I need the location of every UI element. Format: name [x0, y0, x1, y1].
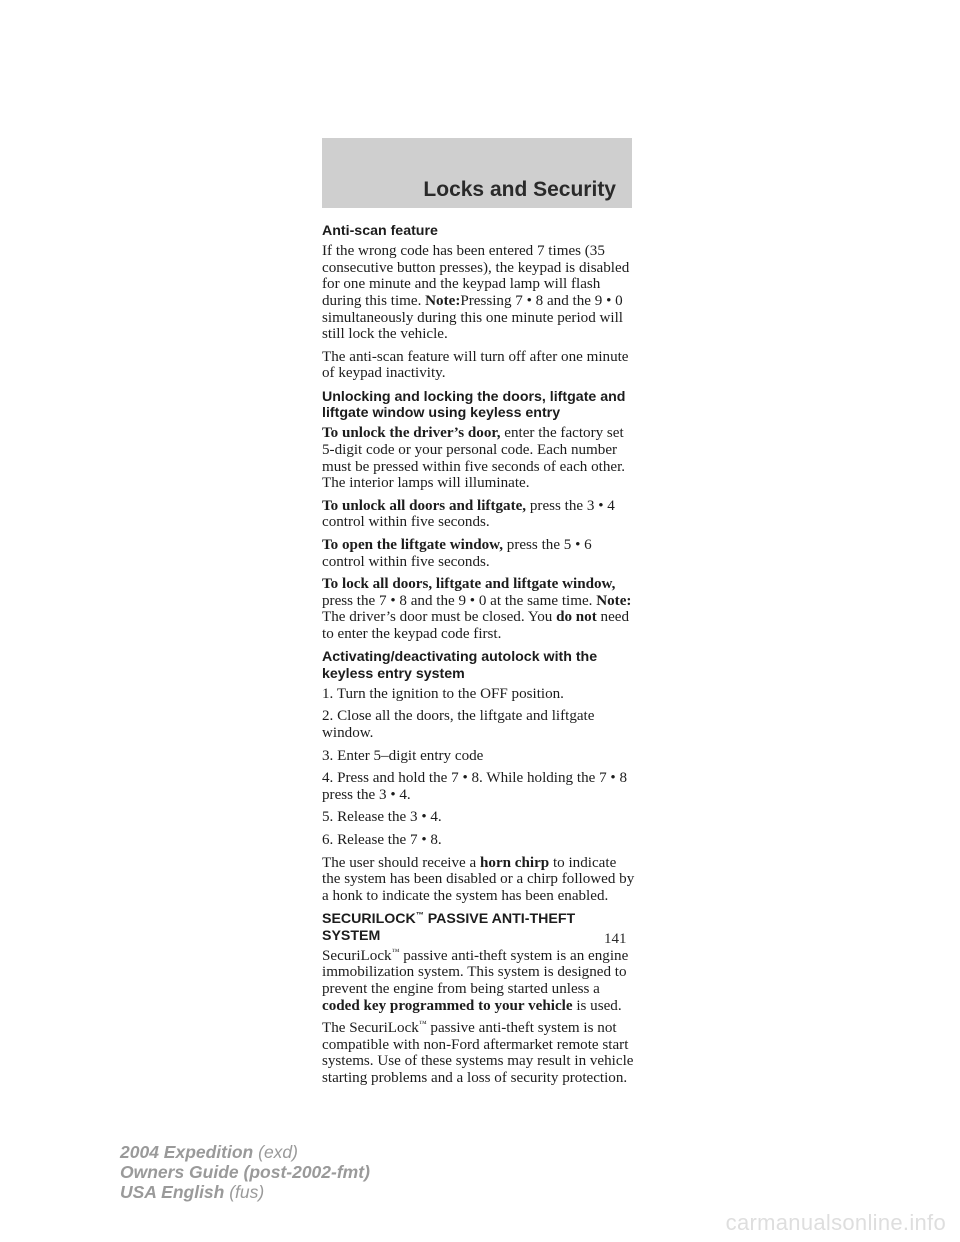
securilock-paragraph-1: SecuriLock™ passive anti-theft system is an engine immobilization system. This system is designed to prevent the engine from being started unless a coded key programmed to your vehicle is used.	[322, 946, 629, 1014]
securilock-heading: SECURILOCK™ PASSIVE ANTI-THEFT SYSTEM	[322, 910, 576, 944]
trademark-icon: ™	[391, 946, 400, 956]
autolock-step: 4. Press and hold the 7 • 8. While holding the 7 • 8 press the 3 • 4.	[322, 770, 628, 803]
autolock-step: 6. Release the 7 • 8.	[322, 832, 442, 849]
footer-line-3: USA English (fus)	[120, 1182, 265, 1202]
document-footer	[120, 1142, 370, 1202]
lock-all-paragraph: To lock all doors, liftgate and liftgate window, press the 7 • 8 and the 9 • 0 at the same time. Note: The driver’s door must be closed. You do not need to enter the keypad code first.	[322, 576, 632, 642]
securilock-paragraph-2: The SecuriLock™ passive anti-theft system is not compatible with non-Ford aftermarket remote start systems. Use of these systems may result in vehicle starting problems and a loss of security protection.	[322, 1019, 634, 1086]
anti-scan-paragraph-1: If the wrong code has been entered 7 times (35 consecutive button presses), the keypad is disabled for one minute and the keypad lamp will flash during this time. Note:Pressing 7 • 8 and the 9 • 0 simultaneously during this one minute period will still lock the vehicle.	[322, 243, 630, 343]
autolock-step: 2. Close all the doors, the liftgate and liftgate window.	[322, 708, 595, 742]
footer-line-1: 2004 Expedition (exd)	[120, 1142, 298, 1162]
unlock-all-paragraph: To unlock all doors and liftgate, press the 3 • 4 control within five seconds.	[322, 497, 615, 531]
section-title: Locks and Security	[423, 178, 616, 201]
autolock-step: 5. Release the 3 • 4.	[322, 809, 442, 826]
note-label: Note:	[425, 292, 461, 309]
page-content	[322, 221, 636, 1093]
anti-scan-paragraph-2: The anti-scan feature will turn off after one minute of keypad inactivity.	[322, 348, 629, 382]
autolock-step: 1. Turn the ignition to the OFF position.	[322, 685, 564, 702]
autolock-heading: Activating/deactivating autolock with the keyless entry system	[322, 649, 598, 682]
unlock-driver-paragraph: To unlock the driver’s door, enter the factory set 5-digit code or your personal code. Each number must be pressed within five seconds of each other. The interior lamps will illuminate.	[322, 425, 626, 492]
autolock-result-paragraph: The user should receive a horn chirp to indicate the system has been disabled or a chirp followed by a honk to indicate the system has been enabled.	[322, 854, 635, 904]
keyless-entry-heading: Unlocking and locking the doors, liftgate and liftgate window using keyless entry	[322, 388, 626, 422]
autolock-step: 3. Enter 5–digit entry code	[322, 747, 484, 764]
footer-line-2: Owners Guide (post-2002-fmt)	[120, 1162, 370, 1182]
section-header-band	[322, 138, 632, 208]
trademark-icon: ™	[415, 910, 424, 920]
page-number: 141	[604, 931, 627, 947]
anti-scan-heading: Anti-scan feature	[322, 223, 438, 239]
open-liftgate-paragraph: To open the liftgate window, press the 5 • 6 control within five seconds.	[322, 536, 592, 570]
trademark-icon: ™	[418, 1019, 427, 1029]
watermark: carmanualsonline.info	[725, 1210, 946, 1235]
